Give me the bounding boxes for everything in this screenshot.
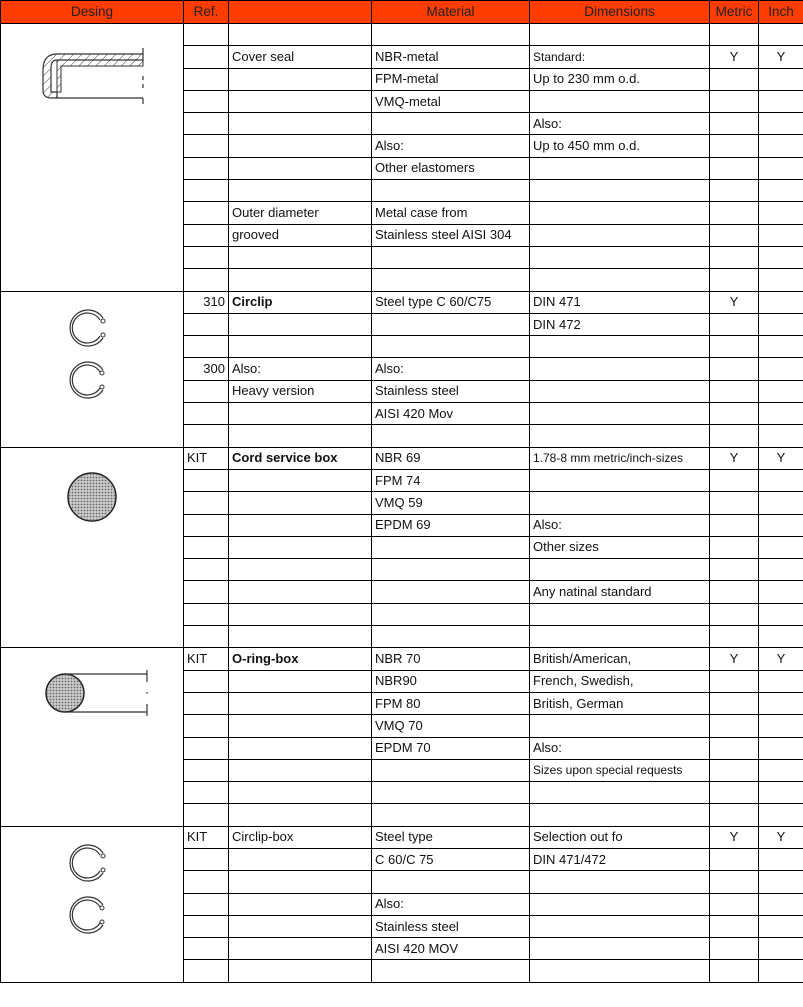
table-row [1,826,803,848]
cell-dimensions: Also: [530,113,710,135]
cell-name: Outer diameter [229,202,372,224]
cell-ref [184,514,229,536]
cell-ref [184,715,229,737]
cell-name [229,938,372,960]
cell-name: Circlip-box [229,826,372,848]
cell-inch [759,469,803,491]
cell-inch [759,90,803,112]
col-header-inch: Inch [759,1,803,24]
cell-dimensions: Any natinal standard [530,581,710,603]
cell-dimensions [530,90,710,112]
cell-name [229,180,372,202]
cell-material [372,313,530,335]
cell-metric [710,938,759,960]
cell-material: FPM-metal [372,68,530,90]
cell-material [372,804,530,826]
cell-inch [759,848,803,870]
cell-ref [184,848,229,870]
cell-material [372,581,530,603]
cell-ref [184,692,229,714]
cell-name [229,603,372,625]
cell-name [229,68,372,90]
cell-dimensions: French, Swedish, [530,670,710,692]
cell-name: Cover seal [229,46,372,68]
cell-name [229,559,372,581]
cell-ref [184,559,229,581]
design-cell [1,648,184,826]
cell-metric [710,960,759,982]
col-header-name [229,1,372,24]
cell-dimensions: DIN 471/472 [530,848,710,870]
cell-inch [759,336,803,358]
cell-name [229,157,372,179]
cell-dimensions [530,626,710,648]
cell-ref: KIT [184,826,229,848]
cell-material: VMQ-metal [372,90,530,112]
cell-material: Steel type [372,826,530,848]
cell-name [229,893,372,915]
cell-dimensions [530,336,710,358]
cell-inch [759,893,803,915]
cell-inch [759,782,803,804]
cell-material [372,180,530,202]
cell-metric [710,24,759,46]
cell-name [229,782,372,804]
cell-inch [759,202,803,224]
cell-dimensions [530,492,710,514]
design-cell [1,24,184,292]
cell-inch [759,358,803,380]
cell-name [229,848,372,870]
cell-metric: Y [710,826,759,848]
cell-name [229,492,372,514]
cell-ref [184,960,229,982]
cell-metric [710,90,759,112]
col-header-metric: Metric [710,1,759,24]
cell-material [372,269,530,291]
cell-dimensions [530,269,710,291]
cell-inch [759,715,803,737]
cell-material: Also: [372,893,530,915]
cell-material: Stainless steel AISI 304 [372,224,530,246]
cell-ref [184,135,229,157]
cell-name [229,90,372,112]
cell-ref [184,202,229,224]
cell-name [229,336,372,358]
cell-metric [710,469,759,491]
cell-material: Stainless steel [372,915,530,937]
cell-dimensions: Other sizes [530,536,710,558]
table-row [1,648,803,670]
cell-ref [184,246,229,268]
cell-material: NBR-metal [372,46,530,68]
cell-metric [710,269,759,291]
cell-material: Other elastomers [372,157,530,179]
cell-inch [759,24,803,46]
design-cell [1,826,184,982]
cell-name: grooved [229,224,372,246]
cell-ref [184,68,229,90]
cell-metric [710,871,759,893]
cell-metric [710,202,759,224]
cell-dimensions [530,224,710,246]
cell-metric [710,157,759,179]
cell-material [372,871,530,893]
cell-name: Cord service box [229,447,372,469]
cell-dimensions: 1.78-8 mm metric/inch-sizes [530,447,710,469]
cell-name [229,536,372,558]
o-ring-icon [43,668,153,718]
cell-inch [759,626,803,648]
cell-material: AISI 420 Mov [372,403,530,425]
cell-inch [759,492,803,514]
cell-metric: Y [710,648,759,670]
cell-dimensions: Also: [530,737,710,759]
cell-ref [184,90,229,112]
cell-metric [710,670,759,692]
cell-inch [759,692,803,714]
cell-material [372,626,530,648]
col-header-design: Desing [1,1,184,24]
cell-metric [710,246,759,268]
cell-ref: 300 [184,358,229,380]
cell-material: VMQ 70 [372,715,530,737]
cell-name [229,737,372,759]
cell-metric [710,492,759,514]
cell-name: Heavy version [229,380,372,402]
cell-material: EPDM 70 [372,737,530,759]
cell-material [372,336,530,358]
cell-ref [184,581,229,603]
cell-inch [759,113,803,135]
cell-metric [710,68,759,90]
cell-dimensions [530,380,710,402]
cell-metric [710,180,759,202]
cell-metric [710,336,759,358]
cell-inch [759,135,803,157]
cell-dimensions [530,782,710,804]
cell-name: Circlip [229,291,372,313]
circlip-icon [69,841,113,941]
cell-ref [184,804,229,826]
cell-metric [710,782,759,804]
cell-metric [710,603,759,625]
cell-dimensions [530,559,710,581]
cell-metric [710,425,759,447]
cell-material [372,759,530,781]
header-row [1,1,803,24]
cell-inch [759,670,803,692]
cell-ref [184,603,229,625]
cell-ref [184,403,229,425]
cell-metric [710,224,759,246]
cell-ref [184,670,229,692]
cell-metric [710,581,759,603]
cell-dimensions [530,358,710,380]
cell-inch [759,514,803,536]
cell-metric [710,403,759,425]
cell-metric [710,514,759,536]
design-cell [1,291,184,447]
cell-ref [184,737,229,759]
cell-dimensions: British/American, [530,648,710,670]
cell-metric [710,804,759,826]
cell-dimensions: Selection out fo [530,826,710,848]
cell-name [229,269,372,291]
cell-material [372,536,530,558]
cell-ref [184,536,229,558]
cell-metric [710,559,759,581]
cell-dimensions [530,804,710,826]
cell-metric [710,737,759,759]
cell-name [229,24,372,46]
cell-ref [184,626,229,648]
cell-name [229,871,372,893]
cell-ref [184,313,229,335]
cell-dimensions [530,469,710,491]
cell-name [229,313,372,335]
cell-metric [710,848,759,870]
cell-inch [759,915,803,937]
table-row [1,291,803,313]
cell-inch: Y [759,447,803,469]
cell-name [229,626,372,648]
cell-inch [759,603,803,625]
cell-ref [184,893,229,915]
cell-name [229,581,372,603]
cell-material: NBR 69 [372,447,530,469]
cell-dimensions [530,24,710,46]
cell-metric [710,893,759,915]
cell-dimensions [530,246,710,268]
cell-dimensions [530,202,710,224]
cell-material: Steel type C 60/C75 [372,291,530,313]
cell-ref [184,782,229,804]
cell-ref [184,269,229,291]
cell-dimensions [530,157,710,179]
cell-material [372,782,530,804]
cell-inch [759,536,803,558]
cell-dimensions [530,715,710,737]
cell-material: AISI 420 MOV [372,938,530,960]
cell-name [229,246,372,268]
cell-inch [759,871,803,893]
cell-material: Also: [372,358,530,380]
cell-inch [759,938,803,960]
cell-ref [184,113,229,135]
cell-ref [184,24,229,46]
cell-ref [184,492,229,514]
cell-metric [710,692,759,714]
cell-ref [184,425,229,447]
cell-metric [710,759,759,781]
cell-ref [184,759,229,781]
cell-dimensions [530,893,710,915]
cell-material [372,559,530,581]
cell-dimensions [530,403,710,425]
cell-material [372,113,530,135]
cell-dimensions: Standard: [530,46,710,68]
cell-material [372,24,530,46]
cell-ref [184,336,229,358]
cell-inch [759,224,803,246]
cell-inch [759,804,803,826]
cell-inch [759,559,803,581]
cell-name [229,469,372,491]
cell-ref [184,915,229,937]
cell-ref: KIT [184,648,229,670]
cell-name: O-ring-box [229,648,372,670]
cell-ref [184,46,229,68]
cell-inch [759,313,803,335]
design-cell [1,447,184,648]
circlip-icon [69,306,113,406]
col-header-material: Material [372,1,530,24]
cell-ref: KIT [184,447,229,469]
cell-name [229,804,372,826]
table-row [1,24,803,46]
cell-material: FPM 74 [372,469,530,491]
cell-ref [184,938,229,960]
cell-name [229,425,372,447]
cell-ref [184,380,229,402]
cell-inch: Y [759,826,803,848]
cell-dimensions [530,180,710,202]
cell-ref [184,157,229,179]
cell-dimensions [530,425,710,447]
cell-name [229,960,372,982]
cell-metric [710,536,759,558]
cell-ref [184,224,229,246]
cell-inch: Y [759,46,803,68]
cell-dimensions: British, German [530,692,710,714]
cell-inch [759,68,803,90]
cell-material: NBR 70 [372,648,530,670]
cell-dimensions: Up to 230 mm o.d. [530,68,710,90]
cell-material: FPM 80 [372,692,530,714]
cell-dimensions [530,915,710,937]
cell-inch [759,425,803,447]
cell-name [229,692,372,714]
cell-metric: Y [710,447,759,469]
cell-dimensions: DIN 471 [530,291,710,313]
cell-inch [759,403,803,425]
cord-cross-section-icon [65,470,119,524]
cell-dimensions [530,938,710,960]
cell-inch [759,291,803,313]
cell-name [229,514,372,536]
cell-dimensions [530,960,710,982]
cell-dimensions [530,603,710,625]
cell-inch [759,960,803,982]
cell-metric [710,135,759,157]
cell-name [229,670,372,692]
cell-ref: 310 [184,291,229,313]
cell-dimensions: DIN 472 [530,313,710,335]
cell-material: Stainless steel [372,380,530,402]
cell-material [372,425,530,447]
cell-inch [759,157,803,179]
cell-metric [710,715,759,737]
cell-inch [759,246,803,268]
cell-ref [184,180,229,202]
cell-name [229,915,372,937]
cell-material: EPDM 69 [372,514,530,536]
cell-inch [759,380,803,402]
cell-dimensions: Up to 450 mm o.d. [530,135,710,157]
cell-name: Also: [229,358,372,380]
cell-metric [710,313,759,335]
cell-material: Metal case from [372,202,530,224]
cell-inch [759,180,803,202]
cell-material [372,960,530,982]
table-row [1,447,803,469]
cell-name [229,715,372,737]
col-header-dimensions: Dimensions [530,1,710,24]
cell-dimensions [530,871,710,893]
cell-material [372,603,530,625]
cell-metric: Y [710,291,759,313]
cell-name [229,759,372,781]
cell-metric: Y [710,46,759,68]
cell-metric [710,358,759,380]
cell-metric [710,915,759,937]
cell-inch [759,269,803,291]
cell-inch [759,737,803,759]
cell-dimensions: Also: [530,514,710,536]
cell-metric [710,380,759,402]
cell-inch [759,581,803,603]
cell-inch: Y [759,648,803,670]
cell-metric [710,626,759,648]
cover-seal-icon [39,46,149,106]
cell-material: Also: [372,135,530,157]
cell-material: VMQ 59 [372,492,530,514]
cell-dimensions: Sizes upon special requests [530,759,710,781]
cell-ref [184,469,229,491]
col-header-ref: Ref. [184,1,229,24]
cell-material: C 60/C 75 [372,848,530,870]
cell-metric [710,113,759,135]
cell-name [229,403,372,425]
cell-material [372,246,530,268]
cell-material: NBR90 [372,670,530,692]
cell-name [229,135,372,157]
cell-name [229,113,372,135]
cell-ref [184,871,229,893]
cell-inch [759,759,803,781]
